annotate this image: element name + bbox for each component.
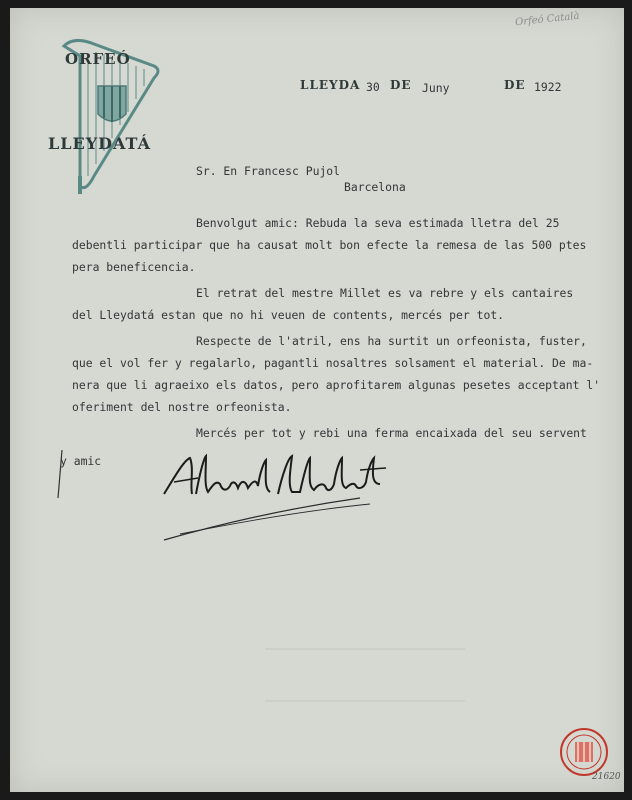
body-line: El retrat del mestre Millet es va rebre y els cantaires xyxy=(196,286,574,300)
body-line: del Lleydatá estan que no hi veuen de contents, mercés per tot. xyxy=(72,308,505,322)
body-line: que el vol fer y regalarlo, pagantli nosaltres solsament el material. De ma- xyxy=(72,356,594,370)
closing-word: y amic xyxy=(60,454,102,468)
handwritten-signature xyxy=(160,448,390,548)
watermark xyxy=(265,648,465,702)
archive-stamp-icon xyxy=(558,726,610,778)
addressee-city: Barcelona xyxy=(344,180,406,194)
body-line: Benvolgut amic: Rebuda la seva estimada lletra del 25 xyxy=(196,216,560,230)
letterhead-name-line1: ORFEÓ xyxy=(65,50,131,68)
date-month: Juny xyxy=(422,81,450,95)
pencil-note: Orfeó Català xyxy=(515,10,581,29)
date-year: 1922 xyxy=(534,80,562,94)
letterhead-name-line2: LLEYDATÁ xyxy=(48,134,151,153)
body-line: Respecte de l'atril, ens ha surtit un orfeonista, fuster, xyxy=(196,334,587,348)
addressee-name: Sr. En Francesc Pujol xyxy=(196,164,341,178)
letterhead-de-1: DE xyxy=(390,78,412,92)
body-line: pera beneficencia. xyxy=(72,260,196,274)
letterhead-de-2: DE xyxy=(504,78,526,92)
date-day: 30 xyxy=(366,80,380,94)
letter-sheet xyxy=(10,8,624,792)
body-line: debentli participar que ha causat molt bon efecte la remesa de las 500 ptes xyxy=(72,238,587,252)
letterhead-city: LLEYDA xyxy=(300,78,361,92)
body-line: oferiment del nostre orfeonista. xyxy=(72,400,292,414)
archive-number: 21620 xyxy=(592,772,621,782)
body-line: Mercés per tot y rebi una ferma encaixada del seu servent xyxy=(196,426,587,440)
body-line: nera que li agraeixo els datos, pero aprofitarem algunas pesetes acceptant l' xyxy=(72,378,601,392)
